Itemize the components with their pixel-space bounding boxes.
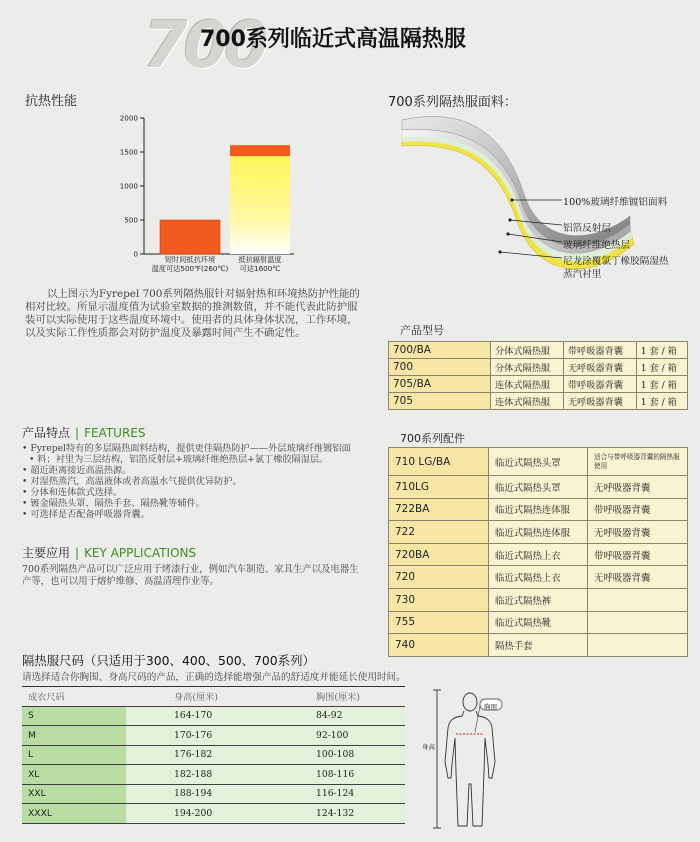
table-row	[389, 498, 688, 521]
model-type: 分体式隔热服	[491, 359, 564, 376]
features-list	[22, 443, 372, 520]
fabric-title: 700系列隔热服面料：	[388, 95, 517, 110]
sizes-note: 请选择适合你胸围、身高尺码的产品，正确的选择能增强产品的舒适度并能延长使用时间。	[22, 672, 406, 683]
table-row	[389, 393, 688, 410]
table-row	[389, 448, 688, 476]
fabric-layer-4: 尼龙涂覆氯丁橡胶隔湿热	[563, 256, 669, 267]
table-row: M 170-176 92-100	[22, 726, 405, 746]
table-row	[389, 634, 688, 657]
list-item: • 料；衬里为三层结构，铝箔反射层+玻璃纤维绝热层+氯丁橡胶隔湿层。	[22, 454, 372, 465]
model-respirator: 无呼吸器背囊	[563, 393, 636, 410]
list-item: • 超近距离接近高温热源。	[22, 465, 372, 476]
accessory-name: 临近式隔热连体服	[489, 521, 588, 544]
table-row: L 176-182 100-108	[22, 745, 405, 765]
features-title-en: FEATURES	[84, 426, 146, 440]
model-respirator: 带呼吸器背囊	[563, 342, 636, 359]
accessory-code: 740	[389, 634, 489, 657]
model-code: 705	[389, 393, 491, 410]
accessory-note: 无呼吸器背囊	[588, 521, 688, 544]
accessory-code: 722BA	[389, 498, 489, 521]
accessory-code: 720BA	[389, 543, 489, 566]
size-header: 成衣尺码	[22, 687, 126, 707]
features-title-cn: 产品特点	[22, 426, 71, 440]
accessory-code: 710LG	[389, 476, 489, 499]
chart-category-label: 抵抗辐射温度	[238, 255, 282, 264]
sizes-table	[22, 686, 405, 824]
performance-description: 以上图示为Fyrepel 700系列隔热服针对辐射热和环境热防护性能的相对比较。所显示温度值为试验室数据的推测数值，并不能代表此防护服装可以实际使用于这些温度环境中。使用者的具体身体状况，工作环境，以及实际工作性质都会对防护温度及暴露时间产生不确定性。	[25, 288, 360, 339]
list-item: • Fyrepel特有的多层隔热面料结构，提供更佳隔热防护——外层玻璃纤维镀铝面	[22, 443, 372, 454]
table-row	[389, 588, 688, 611]
fabric-layer-5: 蒸汽衬里	[563, 269, 602, 280]
features-title: 产品特点 | FEATURES	[22, 426, 146, 440]
chart-y-tick-label: 1000	[119, 181, 138, 191]
accessory-name: 临近式隔热连体服	[489, 498, 588, 521]
table-row: XL 182-188 108-116	[22, 765, 405, 785]
accessory-code: 710 LG/BA	[389, 448, 489, 476]
page-title: 700系列临近式高温隔热服	[200, 27, 466, 52]
model-type: 连体式隔热服	[491, 393, 564, 410]
accessory-code: 720	[389, 566, 489, 589]
model-respirator: 无呼吸器背囊	[563, 359, 636, 376]
model-pack: 1 套 / 箱	[636, 393, 687, 410]
table-header-row	[22, 687, 405, 707]
accessory-code: 730	[389, 588, 489, 611]
heat-resistance-chart	[108, 108, 298, 280]
accessory-note: 带呼吸器背囊	[588, 498, 688, 521]
table-row	[389, 566, 688, 589]
model-type: 分体式隔热服	[491, 342, 564, 359]
performance-title: 抗热性能	[25, 94, 78, 109]
table-row: XXL 188-194 116-124	[22, 784, 405, 804]
chart-bar-radiant	[230, 145, 290, 254]
table-row: XXXL 194-200 124-132	[22, 804, 405, 824]
height-label: 身高	[422, 743, 435, 751]
accessory-note: 带呼吸器背囊	[588, 543, 688, 566]
table-row	[389, 476, 688, 499]
model-pack: 1 套 / 箱	[636, 359, 687, 376]
accessory-name: 临近式隔热上衣	[489, 566, 588, 589]
accessory-code: 722	[389, 521, 489, 544]
table-row	[389, 359, 688, 376]
chart-bar-ambient	[160, 220, 220, 254]
list-item: • 可选择是否配备呼吸器背囊。	[22, 509, 372, 520]
models-table	[388, 341, 688, 410]
height-header: 身高(厘米)	[126, 687, 266, 707]
chart-category-label: 短时间抵抗环境	[164, 255, 216, 264]
accessories-title: 700系列配件	[400, 432, 465, 445]
table-row	[389, 342, 688, 359]
accessory-name: 隔热手套	[489, 634, 588, 657]
chest-label: 胸围	[484, 703, 497, 711]
model-code: 700	[389, 359, 491, 376]
model-type: 连体式隔热服	[491, 376, 564, 393]
fabric-layer-2: 铝箔反射层	[563, 223, 611, 234]
accessory-note	[588, 611, 688, 634]
model-code: 705/BA	[389, 376, 491, 393]
watermark-700: 700	[143, 9, 265, 83]
list-item: • 分体和连体款式选择。	[22, 487, 372, 498]
accessory-note: 适合与带呼吸器背囊的隔热服使用	[588, 448, 688, 476]
model-pack: 1 套 / 箱	[636, 342, 687, 359]
chart-y-tick-label: 2000	[119, 113, 138, 123]
models-title: 产品型号	[400, 324, 444, 337]
list-item: • 对湿热蒸汽，高温液体或者高温水气提供优异防护。	[22, 476, 372, 487]
sizes-title: 隔热服尺码（只适用于300、400、500、700系列）	[22, 653, 315, 668]
table-row	[389, 521, 688, 544]
accessory-note: 无呼吸器背囊	[588, 566, 688, 589]
chart-y-tick-label: 1500	[119, 147, 138, 157]
accessory-name: 临近式隔热裤	[489, 588, 588, 611]
accessory-note	[588, 588, 688, 611]
table-row	[389, 376, 688, 393]
accessory-note: 无呼吸器背囊	[588, 476, 688, 499]
accessory-name: 临近式隔热上衣	[489, 543, 588, 566]
model-code: 700/BA	[389, 342, 491, 359]
chart-bar-radiant-cap	[230, 145, 290, 156]
chest-header: 胸围(厘米)	[266, 687, 405, 707]
chart-y-tick-label: 500	[124, 215, 138, 225]
accessory-code: 755	[389, 611, 489, 634]
accessory-name: 临近式隔热头罩	[489, 448, 588, 476]
fabric-layer-1: 100%玻璃纤维镀铝面料	[563, 197, 668, 208]
accessory-name: 临近式隔热头罩	[489, 476, 588, 499]
chart-category-label: 温度可达500℉(260℃)	[151, 264, 229, 273]
model-respirator: 带呼吸器背囊	[563, 376, 636, 393]
model-pack: 1 套 / 箱	[636, 376, 687, 393]
chart-category-label: 可达1600℃	[239, 264, 281, 273]
applications-text: 700系列隔热产品可以广泛应用于烤漆行业，例如汽车制造、家具生产以及电器生产等，也可以用于熔炉维修、高温清理作业等。	[22, 564, 359, 587]
table-row	[389, 543, 688, 566]
applications-title-cn: 主要应用	[22, 546, 71, 560]
fabric-layer-3: 玻璃纤维绝热层	[563, 240, 631, 251]
applications-title: 主要应用 | KEY APPLICATIONS	[22, 546, 197, 560]
chart-y-tick-label: 0	[133, 249, 138, 259]
accessory-note	[588, 634, 688, 657]
applications-title-en: KEY APPLICATIONS	[84, 546, 197, 560]
body-measurement-figure	[420, 686, 520, 834]
accessories-table	[388, 447, 688, 657]
accessory-name: 临近式隔热靴	[489, 611, 588, 634]
table-row	[389, 611, 688, 634]
table-row: S 164-170 84-92	[22, 706, 405, 726]
list-item: • 镀金隔热头罩、隔热手套、隔热靴等辅件。	[22, 498, 372, 509]
